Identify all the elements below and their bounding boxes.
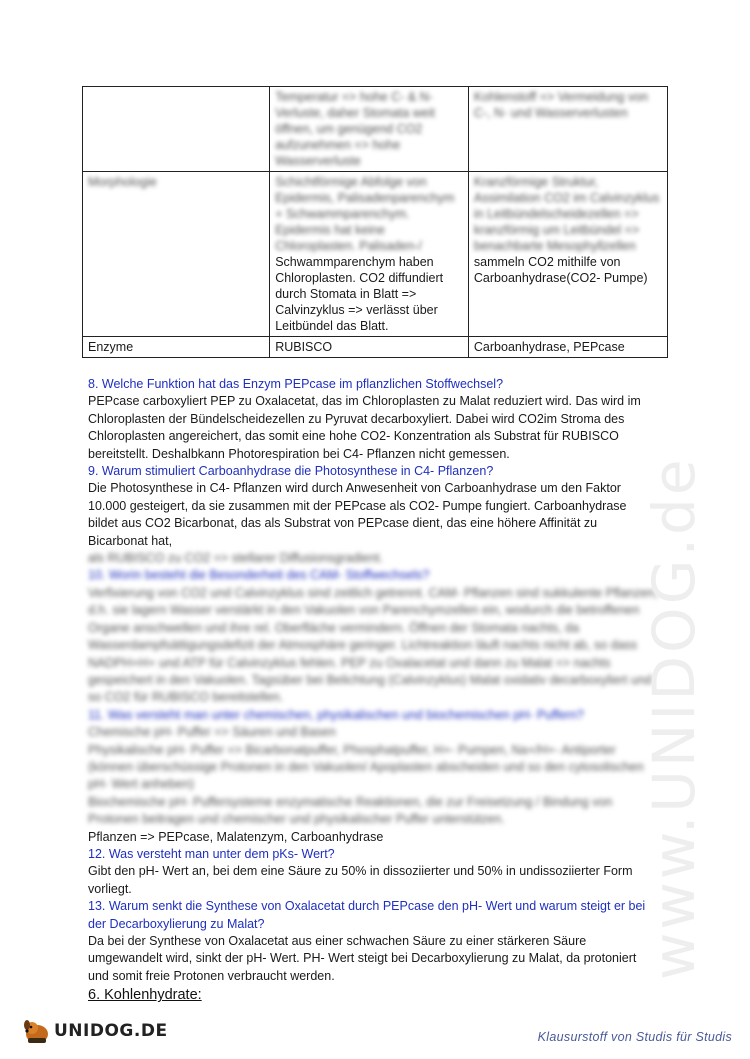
answer-13: Da bei der Synthese von Oxalacetat aus einer schwachen Säure zu einer stärkeren Säure umgewandelt wird, sinkt der pH- Wert. PH- Wert steigt bei Decarboxylierung zu Malat, da protoniert und somit freie Protonen verbraucht werden. [88,934,637,983]
table-cell [83,172,270,337]
table-cell: RUBISCO [270,337,469,358]
answer-10: Verfixierung von CO2 und Calvinzyklus sind zeitlich getrennt. CAM- Pflanzen sind sukkulente Pflanzen, d.h. sie lagern Wasser verstärkt in den Vakuolen von Parenchymzellen ein, wodurch die betroffenen Organe anschwellen und ihre rel. Oberfläche vermindern. Öffnen der Stomata nachts, da Wasserdampfsättigungsdefizit der Atmosphäre geringer. Lichtreaktion läuft nachts nicht ab, so dass NADPH+H+ und ATP für Calvinzyklus fehlen. PEP zu Oxalacetat und dann zu Malat => nachts gespeichert in den Vakuolen. Tagsüber bei Belichtung (Calvinzyklus) Malat oxidativ decarboxyliert und so CO2 für RUBISCO bereitstellen. [88,585,658,705]
cell-line: Leitbündel das Blatt. [275,319,389,333]
row-header-morphologie: Morphologie [88,175,157,189]
table-cell: Enzyme [83,337,270,358]
unidog-logo [20,1016,168,1046]
blurred-text: Schichtförmige Abfolge von Epidermis, Palisadenparenchym + Schwammparenchym. Epidermis hat keine Chloroplasten. Palisaden-/ [275,175,455,253]
cell-line: durch Stomata in Blatt => [275,287,417,301]
cell-line: Carboanhydrase(CO2- Pumpe) [473,271,648,285]
question-10: 10. Worin besteht die Besonderheit des CAM- Stoffwechsels? [88,568,430,583]
logo-text: UNIDOG.DE [54,1021,168,1041]
question-8: 8. Welche Funktion hat das Enzym PEPcase im pflanzlichen Stoffwechsel? [88,377,504,391]
cell-line: Chloroplasten. CO2 diffundiert [275,271,444,285]
blurred-text: als RUBISCO zu CO2 => stellarer Diffusionsgradient. [88,551,384,566]
question-9: 9. Warum stimuliert Carboanhydrase die Photosynthese in C4- Pflanzen? [88,464,494,479]
cell-line: Calvinzyklus => verlässt über [275,303,438,317]
table-cell [270,172,469,337]
cell-line: sammeln CO2 mithilfe von [473,255,621,269]
blurred-text: Temperatur => hohe C- & N- Verluste, daher Stomata weit öffnen, um genügend CO2 aufzunehmen => hohe Wasserverluste [275,90,435,168]
table-cell [270,87,469,172]
watermark: www.UNIDOG.de [640,456,708,980]
table-row [83,87,668,172]
document-body [88,376,658,1019]
footer-tagline: Klausurstoff von Studis für Studis [537,1030,732,1044]
table-cell [83,87,270,172]
blurred-text: Biochemische pH- Puffersysteme enzymatische Reaktionen, die zur Freisetzung / Bindung von Protonen beitragen und chemischer und physikalischer Puffer unterstützen. [88,794,613,827]
table-row [83,337,668,358]
blurred-text: Chemische pH- Puffer => Säuren und Basen [88,725,336,740]
answer-12: Gibt den pH- Wert an, bei dem eine Säure zu 50% in dissoziierter und 50% in undissoziierter Form vorliegt. [88,864,633,896]
dog-icon [20,1016,54,1046]
table-cell: Carboanhydrase, PEPcase [468,337,667,358]
answer-11: Pflanzen => PEPcase, Malatenzym, Carboanhydrase [88,829,384,844]
table-row [83,172,668,337]
blurred-text: Kohlenstoff => Vermeidung von C-, N- und Wasserverlusten [473,90,649,120]
comparison-table [82,86,668,358]
answer-8: PEPcase carboxyliert PEP zu Oxalacetat, das im Chloroplasten zu Malat reduziert wird. Das wird im Chloroplasten der Bündelscheidezellen zu Pyruvat decarboxyliert. Dabei wird CO2im Stroma des Chloroplasten angereichert, das somit eine hohe CO2- Konzentration als Substrat für RUBISCO bereitstellt. Deshalbkann Photorespiration bei C4- Pflanzen nicht gemessen. [88,394,641,461]
question-13: 13. Warum senkt die Synthese von Oxalacetat durch PEPcase den pH- Wert und warum steigt er bei der Decarboxylierung zu Malat? [88,899,646,931]
table-cell [468,87,667,172]
blurred-text: Physikalische pH- Puffer => Bicarbonatpuffer, Phosphatpuffer, H+- Pumpen, Na+/H+- Antiporter (können überschüssige Protonen in den Vakuolen/ Apoplasten abscheiden und so den cytosolischen pH- Wert anheben) [88,742,644,792]
section-heading: 6. Kohlenhydrate: [88,987,202,1004]
answer-9: Die Photosynthese in C4- Pflanzen wird durch Anwesenheit von Carboanhydrase um den Faktor 10.000 gesteigert, da sie zusammen mit der PEPcase als CO2- Pumpe fungiert. Carboanhydrase bildet aus CO2 Bicarbonat, das als Substrat von PEPcase dient, das eine höhere Affinität zu Bicarbonat hat, [88,481,627,548]
table-cell [468,172,667,337]
question-12: 12. Was versteht man unter dem pKs- Wert? [88,846,335,861]
cell-line: Schwammparenchym haben [275,255,434,269]
blurred-text: Kranzförmige Struktur, Assimilation CO2 im Calvinzyklus in Leitbündelscheidezellen => kranzförmig um Leitbündel => benachbarte Mesophyllzellen [473,175,660,253]
question-11: 11. Was versteht man unter chemischen, physikalischen und biochemischen pH- Puffern? [88,707,584,722]
